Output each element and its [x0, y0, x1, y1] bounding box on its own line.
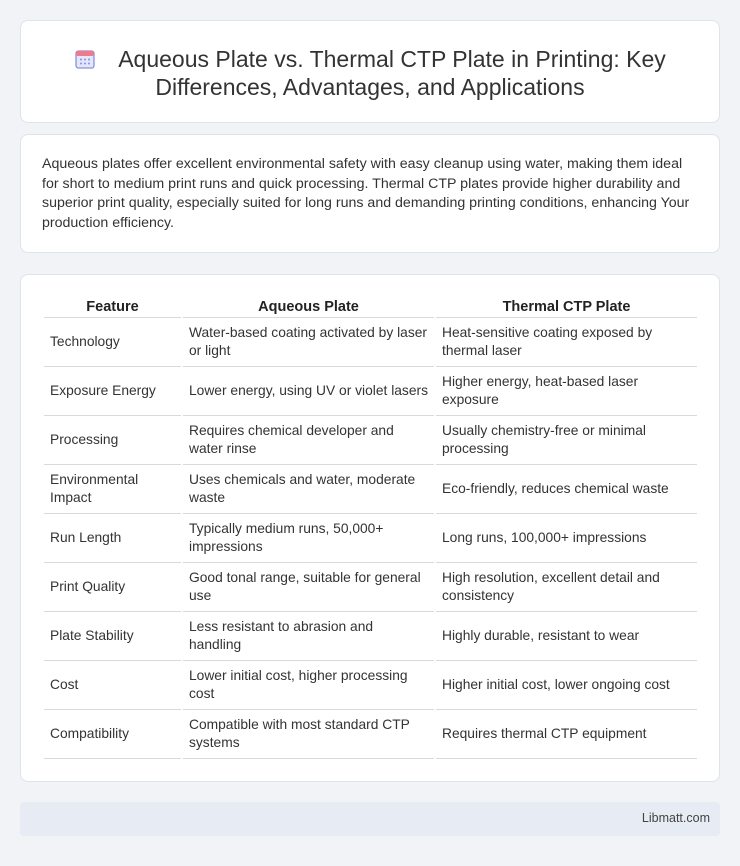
feature-cell: Cost: [44, 661, 181, 710]
header-thermal-ctp-plate: Thermal CTP Plate: [436, 294, 697, 318]
title-card: [20, 20, 720, 123]
thermal-cell: Requires thermal CTP equipment: [436, 710, 697, 759]
table-row: [44, 416, 697, 465]
aqueous-cell: Good tonal range, suitable for general use: [183, 563, 434, 612]
aqueous-cell: Requires chemical developer and water rinse: [183, 416, 434, 465]
table-row: [44, 514, 697, 563]
header-aqueous-plate: Aqueous Plate: [183, 294, 434, 318]
table-row: [44, 367, 697, 416]
page-title: [21, 45, 719, 101]
aqueous-cell: Compatible with most standard CTP systems: [183, 710, 434, 759]
feature-cell: Plate Stability: [44, 612, 181, 661]
aqueous-cell: Water-based coating activated by laser or light: [183, 318, 434, 367]
thermal-cell: Usually chemistry-free or minimal processing: [436, 416, 697, 465]
feature-cell: Print Quality: [44, 563, 181, 612]
page-title-text: Aqueous Plate vs. Thermal CTP Plate in Printing: Key Differences, Advantages, and Applications: [118, 46, 666, 100]
thermal-cell: Eco-friendly, reduces chemical waste: [436, 465, 697, 514]
header-feature: Feature: [44, 294, 181, 318]
table-row: [44, 318, 697, 367]
feature-cell: Compatibility: [44, 710, 181, 759]
thermal-cell: Heat-sensitive coating exposed by thermal laser: [436, 318, 697, 367]
feature-cell: Technology: [44, 318, 181, 367]
aqueous-cell: Lower energy, using UV or violet lasers: [183, 367, 434, 416]
footer-brand-link[interactable]: Libmatt.com: [641, 811, 710, 825]
table-row: [44, 563, 697, 612]
table-row: [44, 661, 697, 710]
thermal-cell: Higher initial cost, lower ongoing cost: [436, 661, 697, 710]
table-row: [44, 612, 697, 661]
thermal-cell: High resolution, excellent detail and consistency: [436, 563, 697, 612]
aqueous-cell: Less resistant to abrasion and handling: [183, 612, 434, 661]
feature-cell: Exposure Energy: [44, 367, 181, 416]
calendar-icon: [74, 48, 96, 70]
aqueous-cell: Lower initial cost, higher processing cost: [183, 661, 434, 710]
feature-cell: Environmental Impact: [44, 465, 181, 514]
aqueous-cell: Uses chemicals and water, moderate waste: [183, 465, 434, 514]
thermal-cell: Highly durable, resistant to wear: [436, 612, 697, 661]
intro-paragraph: Aqueous plates offer excellent environmental safety with easy cleanup using water, making them ideal for short to medium print runs and quick processing. Thermal CTP plates provide higher durability and superior print quality, especially suited for long runs and demanding printing conditions, enhancing Your production efficiency.: [42, 156, 690, 231]
feature-cell: Run Length: [44, 514, 181, 563]
table-header-row: [44, 294, 697, 318]
footer-bar: [20, 802, 720, 836]
thermal-cell: Long runs, 100,000+ impressions: [436, 514, 697, 563]
comparison-table: [42, 294, 699, 759]
aqueous-cell: Typically medium runs, 50,000+ impressions: [183, 514, 434, 563]
intro-card: [20, 134, 720, 253]
thermal-cell: Higher energy, heat-based laser exposure: [436, 367, 697, 416]
table-row: [44, 710, 697, 759]
comparison-card: [20, 274, 720, 782]
feature-cell: Processing: [44, 416, 181, 465]
table-row: [44, 465, 697, 514]
